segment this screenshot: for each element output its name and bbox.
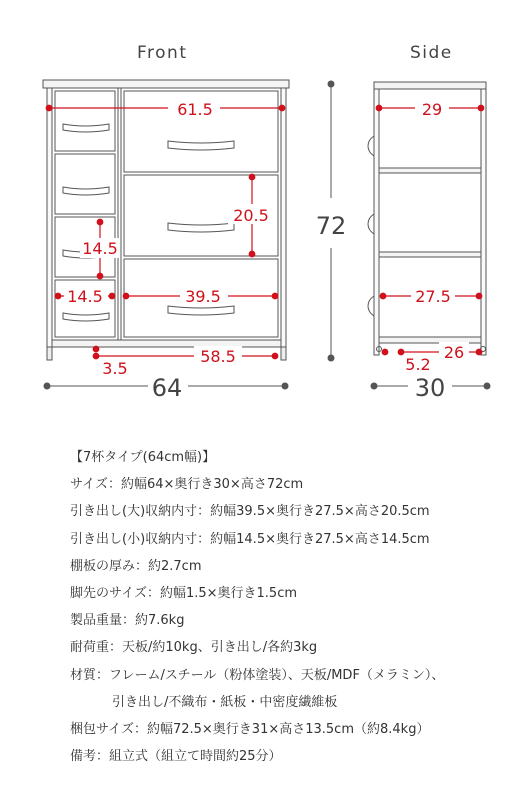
dim-overall-width: 64	[151, 374, 183, 402]
side-top-board	[374, 82, 486, 89]
side-shelf-2	[379, 252, 481, 257]
dim-small-drawer-height: 14.5	[82, 239, 118, 258]
spec-load-capacity: 耐荷重：天板/約10kg、引き出し/各約3kg	[70, 640, 318, 656]
dim-top-depth: 29	[421, 100, 443, 119]
dim-large-drawer-height: 20.5	[233, 206, 269, 225]
spec-material: 材質：フレーム/スチール（粉体塗装）、天板/MDF（メラミン）、	[70, 667, 445, 683]
dim-drawer-depth: 27.5	[415, 287, 451, 306]
front-view-title: Front	[137, 43, 188, 63]
small-drawer-1	[55, 91, 115, 151]
dim-front-leg: 3.5	[102, 359, 128, 378]
dim-overall-depth: 30	[414, 374, 446, 402]
side-frame-back	[481, 89, 486, 355]
side-dimension-lines	[376, 105, 484, 355]
spec-large-drawer: 引き出し(大)収納内寸：約幅39.5×奥行き27.5×高さ20.5cm	[70, 504, 430, 520]
spec-notes: 備考：組立式（組立て時間約25分）	[70, 749, 282, 765]
spec-weight: 製品重量：約7.6kg	[70, 613, 185, 629]
front-base	[52, 340, 281, 347]
side-handle-icon	[368, 136, 374, 156]
dim-large-drawer-width: 39.5	[185, 287, 221, 306]
side-handle-icon	[368, 296, 374, 316]
side-view-title: Side	[410, 43, 453, 63]
front-frame-left	[47, 88, 52, 360]
side-view	[368, 82, 486, 355]
spec-material-continued: 引き出し/不織布・紙板・中密度繊維板	[112, 694, 338, 710]
front-leg-left	[47, 347, 52, 360]
dim-side-leg: 5.2	[405, 355, 431, 374]
side-shelf-1	[379, 168, 481, 173]
dim-base-width: 58.5	[200, 347, 236, 366]
dim-overall-height: 72	[315, 212, 347, 240]
dim-base-depth: 26	[443, 343, 465, 362]
side-frame-front	[374, 89, 379, 355]
small-drawer-2	[55, 154, 115, 214]
front-top-board	[43, 80, 289, 88]
spec-leg-size: 脚先のサイズ：約幅1.5×奥行き1.5cm	[70, 585, 298, 601]
spec-size: サイズ：約幅64×奥行き30×高さ72cm	[70, 477, 304, 493]
front-frame-right	[281, 88, 286, 360]
dim-small-drawer-width: 14.5	[67, 287, 103, 306]
spec-list	[70, 444, 510, 770]
spec-shelf-thickness: 棚板の厚み：約2.7cm	[70, 558, 202, 574]
spec-heading: 【7杯タイプ(64cm幅)】	[70, 450, 216, 465]
spec-package-size: 梱包サイズ：約幅72.5×奥行き31×高さ13.5cm（約8.4kg）	[70, 721, 430, 737]
spec-small-drawer: 引き出し(小)収納内寸：約幅14.5×奥行き27.5×高さ14.5cm	[70, 531, 430, 547]
front-leg-right	[281, 347, 286, 360]
side-handle-icon	[368, 214, 374, 234]
dim-top-width: 61.5	[177, 100, 213, 119]
